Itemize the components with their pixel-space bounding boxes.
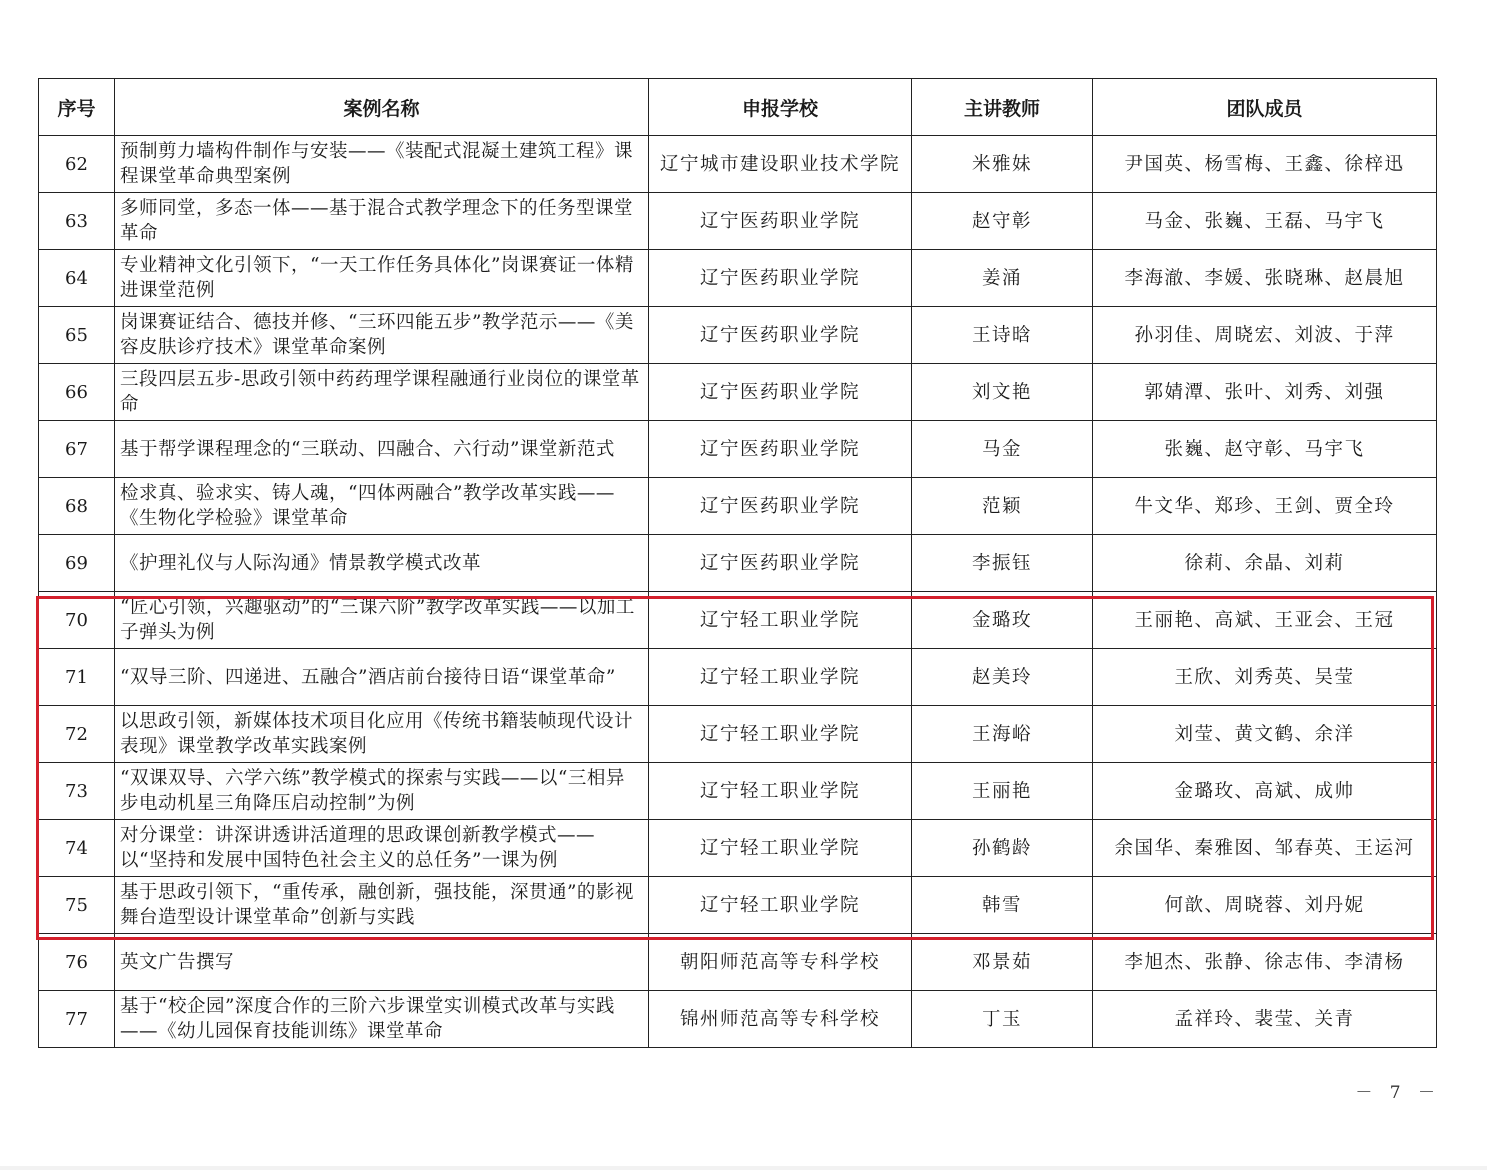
cell-members: 张巍、赵守彰、马宇飞 — [1093, 421, 1437, 478]
table-row — [39, 820, 1437, 877]
header-members: 团队成员 — [1093, 79, 1437, 136]
cell-members: 马金、张巍、王磊、马宇飞 — [1093, 193, 1437, 250]
header-school: 申报学校 — [649, 79, 912, 136]
cell-school: 辽宁医药职业学院 — [649, 535, 912, 592]
table-row — [39, 421, 1437, 478]
page-bottom-edge — [0, 1166, 1487, 1170]
cell-teacher: 米雅妹 — [912, 136, 1093, 193]
cell-num: 65 — [39, 307, 115, 364]
cell-num: 71 — [39, 649, 115, 706]
table-row — [39, 592, 1437, 649]
cell-school: 锦州师范高等专科学校 — [649, 991, 912, 1048]
case-table — [38, 78, 1437, 1048]
cell-teacher: 范颖 — [912, 478, 1093, 535]
cell-school: 辽宁医药职业学院 — [649, 307, 912, 364]
cell-members: 牛文华、郑珍、王剑、贾全玲 — [1093, 478, 1437, 535]
header-teacher: 主讲教师 — [912, 79, 1093, 136]
table-row — [39, 307, 1437, 364]
cell-teacher: 王诗晗 — [912, 307, 1093, 364]
cell-members: 尹国英、杨雪梅、王鑫、徐梓迅 — [1093, 136, 1437, 193]
cell-school: 朝阳师范高等专科学校 — [649, 934, 912, 991]
cell-teacher: 刘文艳 — [912, 364, 1093, 421]
cell-teacher: 孙鹤龄 — [912, 820, 1093, 877]
cell-num: 62 — [39, 136, 115, 193]
cell-teacher: 韩雪 — [912, 877, 1093, 934]
cell-members: 何歆、周晓蓉、刘丹妮 — [1093, 877, 1437, 934]
table-row — [39, 478, 1437, 535]
cell-name: 对分课堂：讲深讲透讲活道理的思政课创新教学模式——以“坚持和发展中国特色社会主义的总任务”一课为例 — [115, 820, 649, 877]
cell-name: “双课双导、六学六练”教学模式的探索与实践——以“三相异步电动机星三角降压启动控制”为例 — [115, 763, 649, 820]
cell-members: 王欣、刘秀英、吴莹 — [1093, 649, 1437, 706]
cell-teacher: 邓景茹 — [912, 934, 1093, 991]
cell-school: 辽宁医药职业学院 — [649, 364, 912, 421]
cell-school: 辽宁医药职业学院 — [649, 478, 912, 535]
header-num: 序号 — [39, 79, 115, 136]
cell-members: 余国华、秦雅囡、邹春英、王运河 — [1093, 820, 1437, 877]
cell-teacher: 丁玉 — [912, 991, 1093, 1048]
cell-name: 基于思政引领下，“重传承，融创新，强技能，深贯通”的影视舞台造型设计课堂革命”创新与实践 — [115, 877, 649, 934]
cell-num: 73 — [39, 763, 115, 820]
cell-name: 英文广告撰写 — [115, 934, 649, 991]
cell-members: 王丽艳、高斌、王亚会、王冠 — [1093, 592, 1437, 649]
table-row — [39, 706, 1437, 763]
cell-num: 66 — [39, 364, 115, 421]
cell-members: 郭婧潭、张叶、刘秀、刘强 — [1093, 364, 1437, 421]
cell-teacher: 赵守彰 — [912, 193, 1093, 250]
cell-teacher: 王丽艳 — [912, 763, 1093, 820]
cell-members: 金璐玫、高斌、成帅 — [1093, 763, 1437, 820]
table-row — [39, 649, 1437, 706]
cell-num: 67 — [39, 421, 115, 478]
header-name: 案例名称 — [115, 79, 649, 136]
cell-num: 69 — [39, 535, 115, 592]
table-row — [39, 934, 1437, 991]
cell-teacher: 李振钰 — [912, 535, 1093, 592]
cell-num: 74 — [39, 820, 115, 877]
cell-name: 基于帮学课程理念的“三联动、四融合、六行动”课堂新范式 — [115, 421, 649, 478]
cell-name: 基于“校企园”深度合作的三阶六步课堂实训模式改革与实践——《幼儿园保育技能训练》课堂革命 — [115, 991, 649, 1048]
cell-num: 63 — [39, 193, 115, 250]
cell-school: 辽宁轻工职业学院 — [649, 877, 912, 934]
cell-num: 76 — [39, 934, 115, 991]
cell-members: 徐莉、余晶、刘莉 — [1093, 535, 1437, 592]
table-row — [39, 535, 1437, 592]
cell-members: 李海澈、李媛、张晓琳、赵晨旭 — [1093, 250, 1437, 307]
cell-teacher: 赵美玲 — [912, 649, 1093, 706]
table-header-row — [39, 79, 1437, 136]
cell-school: 辽宁轻工职业学院 — [649, 592, 912, 649]
cell-school: 辽宁轻工职业学院 — [649, 649, 912, 706]
cell-name: 岗课赛证结合、德技并修、“三环四能五步”教学范示——《美容皮肤诊疗技术》课堂革命案例 — [115, 307, 649, 364]
cell-school: 辽宁轻工职业学院 — [649, 706, 912, 763]
cell-members: 孟祥玲、裴莹、关青 — [1093, 991, 1437, 1048]
cell-num: 70 — [39, 592, 115, 649]
table-row — [39, 763, 1437, 820]
cell-name: 多师同堂，多态一体——基于混合式教学理念下的任务型课堂革命 — [115, 193, 649, 250]
cell-members: 李旭杰、张静、徐志伟、李清杨 — [1093, 934, 1437, 991]
cell-members: 孙羽佳、周晓宏、刘波、于萍 — [1093, 307, 1437, 364]
table-row — [39, 364, 1437, 421]
cell-school: 辽宁城市建设职业技术学院 — [649, 136, 912, 193]
cell-school: 辽宁医药职业学院 — [649, 193, 912, 250]
cell-num: 68 — [39, 478, 115, 535]
cell-school: 辽宁医药职业学院 — [649, 421, 912, 478]
cell-school: 辽宁医药职业学院 — [649, 250, 912, 307]
table-row — [39, 193, 1437, 250]
table-row — [39, 136, 1437, 193]
table-row — [39, 991, 1437, 1048]
cell-num: 77 — [39, 991, 115, 1048]
cell-members: 刘莹、黄文鹤、余洋 — [1093, 706, 1437, 763]
cell-name: “匠心引领，兴趣驱动”的“三课六阶”教学改革实践——以加工子弹头为例 — [115, 592, 649, 649]
cell-school: 辽宁轻工职业学院 — [649, 820, 912, 877]
cell-name: 以思政引领，新媒体技术项目化应用《传统书籍装帧现代设计表现》课堂教学改革实践案例 — [115, 706, 649, 763]
cell-school: 辽宁轻工职业学院 — [649, 763, 912, 820]
cell-name: “双导三阶、四递进、五融合”酒店前台接待日语“课堂革命” — [115, 649, 649, 706]
cell-name: 《护理礼仪与人际沟通》情景教学模式改革 — [115, 535, 649, 592]
cell-name: 三段四层五步-思政引领中药药理学课程融通行业岗位的课堂革命 — [115, 364, 649, 421]
cell-num: 72 — [39, 706, 115, 763]
cell-teacher: 姜涌 — [912, 250, 1093, 307]
cell-num: 75 — [39, 877, 115, 934]
cell-teacher: 金璐玫 — [912, 592, 1093, 649]
cell-num: 64 — [39, 250, 115, 307]
cell-name: 预制剪力墙构件制作与安装——《装配式混凝土建筑工程》课程课堂革命典型案例 — [115, 136, 649, 193]
cell-teacher: 王海峪 — [912, 706, 1093, 763]
page-number: － 7 － — [1355, 1083, 1441, 1103]
cell-name: 检求真、验求实、铸人魂，“四体两融合”教学改革实践——《生物化学检验》课堂革命 — [115, 478, 649, 535]
cell-name: 专业精神文化引领下，“一天工作任务具体化”岗课赛证一体精进课堂范例 — [115, 250, 649, 307]
table-row — [39, 250, 1437, 307]
cell-teacher: 马金 — [912, 421, 1093, 478]
table-row — [39, 877, 1437, 934]
